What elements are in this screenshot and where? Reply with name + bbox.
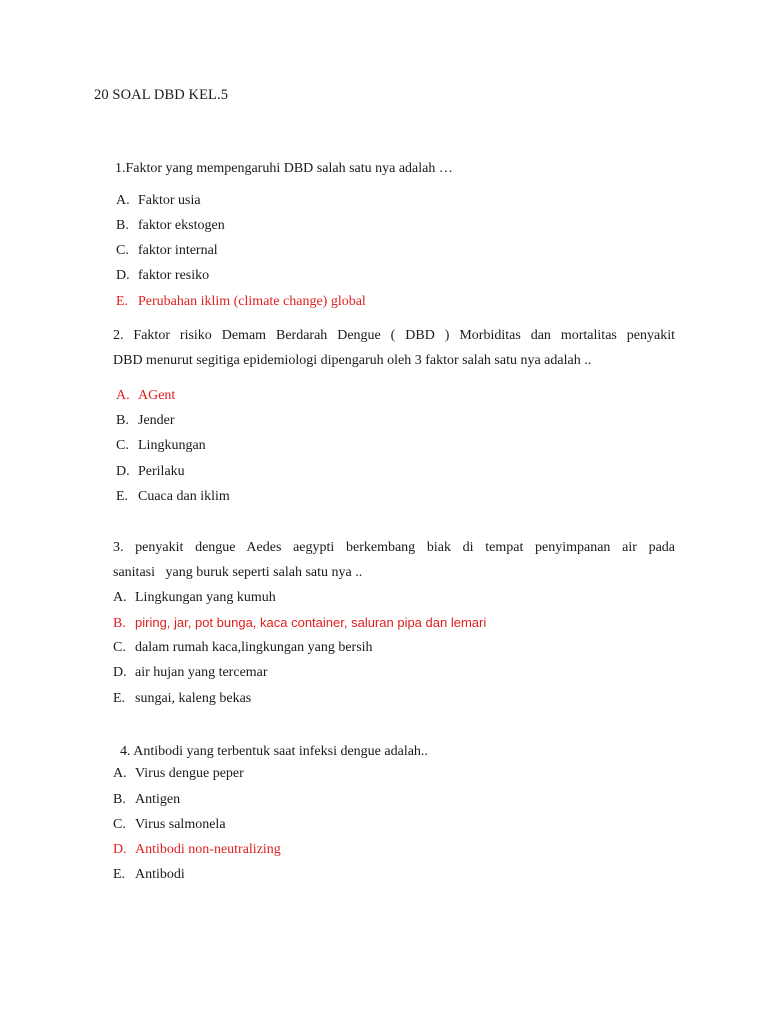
option-letter: E. [113, 691, 126, 706]
option-text: Perilaku [138, 464, 185, 479]
option-text: faktor internal [138, 243, 218, 258]
question-2-option-a-answer [116, 386, 175, 406]
question-3-stem-line2: sanitasi yang buruk seperti salah satu nya .. [113, 565, 363, 580]
option-text: AGent [138, 388, 176, 403]
option-letter: C. [113, 817, 126, 832]
option-letter: D. [116, 464, 130, 479]
option-text: Perubahan iklim (climate change) global [138, 294, 366, 309]
option-text: Lingkungan yang kumuh [135, 590, 276, 605]
option-text: faktor ekstogen [138, 218, 225, 233]
option-letter: B. [116, 218, 129, 233]
option-letter: A. [116, 193, 130, 208]
option-letter: D. [113, 665, 127, 680]
option-letter: E. [116, 294, 129, 309]
option-text: air hujan yang tercemar [135, 665, 268, 680]
option-text: piring, jar, pot bunga, kaca container, saluran pipa dan lemari [135, 615, 487, 630]
option-letter: E. [113, 867, 126, 882]
option-text: Lingkungan [138, 438, 206, 453]
question-2-stem-line1: 2. Faktor risiko Demam Berdarah Dengue ( DBD ) Morbiditas dan mortalitas penyakit [113, 328, 675, 343]
question-3-option-e [113, 689, 251, 709]
question-4-option-c [113, 815, 226, 835]
question-2-option-d [116, 462, 185, 482]
option-letter: B. [116, 413, 129, 428]
option-letter: A. [113, 766, 127, 781]
question-3-option-d [113, 663, 268, 683]
option-text: dalam rumah kaca,lingkungan yang bersih [135, 640, 373, 655]
option-letter: D. [116, 268, 130, 283]
question-4-stem: 4. Antibodi yang terbentuk saat infeksi dengue adalah.. [120, 744, 428, 759]
option-letter: C. [116, 243, 129, 258]
option-letter: E. [116, 489, 129, 504]
option-letter: C. [113, 640, 126, 655]
question-2-option-c [116, 436, 206, 456]
option-text: Antibodi [135, 867, 185, 882]
option-text: Jender [138, 413, 175, 428]
question-3-stem-line1: 3. penyakit dengue Aedes aegypti berkembang biak di tempat penyimpanan air pada [113, 540, 675, 555]
option-letter: A. [113, 590, 127, 605]
option-letter: A. [116, 388, 130, 403]
question-3-option-c [113, 638, 373, 658]
question-1-option-b [116, 216, 225, 236]
question-2-stem-line2: DBD menurut segitiga epidemiologi dipengaruh oleh 3 faktor salah satu nya adalah .. [113, 353, 592, 368]
option-text: sungai, kaleng bekas [135, 691, 252, 706]
question-2-stem [113, 323, 675, 373]
question-4-option-e [113, 865, 185, 885]
question-3-option-a [113, 588, 276, 608]
option-text: Cuaca dan iklim [138, 489, 230, 504]
question-3-stem [113, 535, 675, 585]
option-text: Virus dengue peper [135, 766, 244, 781]
question-1-option-d [116, 266, 209, 286]
option-text: faktor resiko [138, 268, 210, 283]
question-1-stem: 1.Faktor yang mempengaruhi DBD salah satu nya adalah … [115, 161, 453, 176]
option-text: Virus salmonela [135, 817, 226, 832]
question-4-option-a [113, 764, 244, 784]
option-text: Antigen [135, 792, 181, 807]
option-text: Faktor usia [138, 193, 201, 208]
question-2-option-b [116, 411, 175, 431]
option-letter: B. [113, 616, 126, 631]
option-text: Antibodi non-neutralizing [135, 842, 281, 857]
question-1-option-e-answer [116, 292, 366, 312]
question-1-option-a [116, 191, 201, 211]
option-letter: B. [113, 792, 126, 807]
question-2-option-e [116, 487, 230, 507]
question-3-option-b-answer [113, 613, 486, 633]
option-letter: D. [113, 842, 127, 857]
question-4-option-b [113, 790, 180, 810]
option-letter: C. [116, 438, 129, 453]
page-title: 20 SOAL DBD KEL.5 [94, 87, 229, 103]
question-1-option-c [116, 241, 218, 261]
question-4-option-d-answer [113, 840, 281, 860]
